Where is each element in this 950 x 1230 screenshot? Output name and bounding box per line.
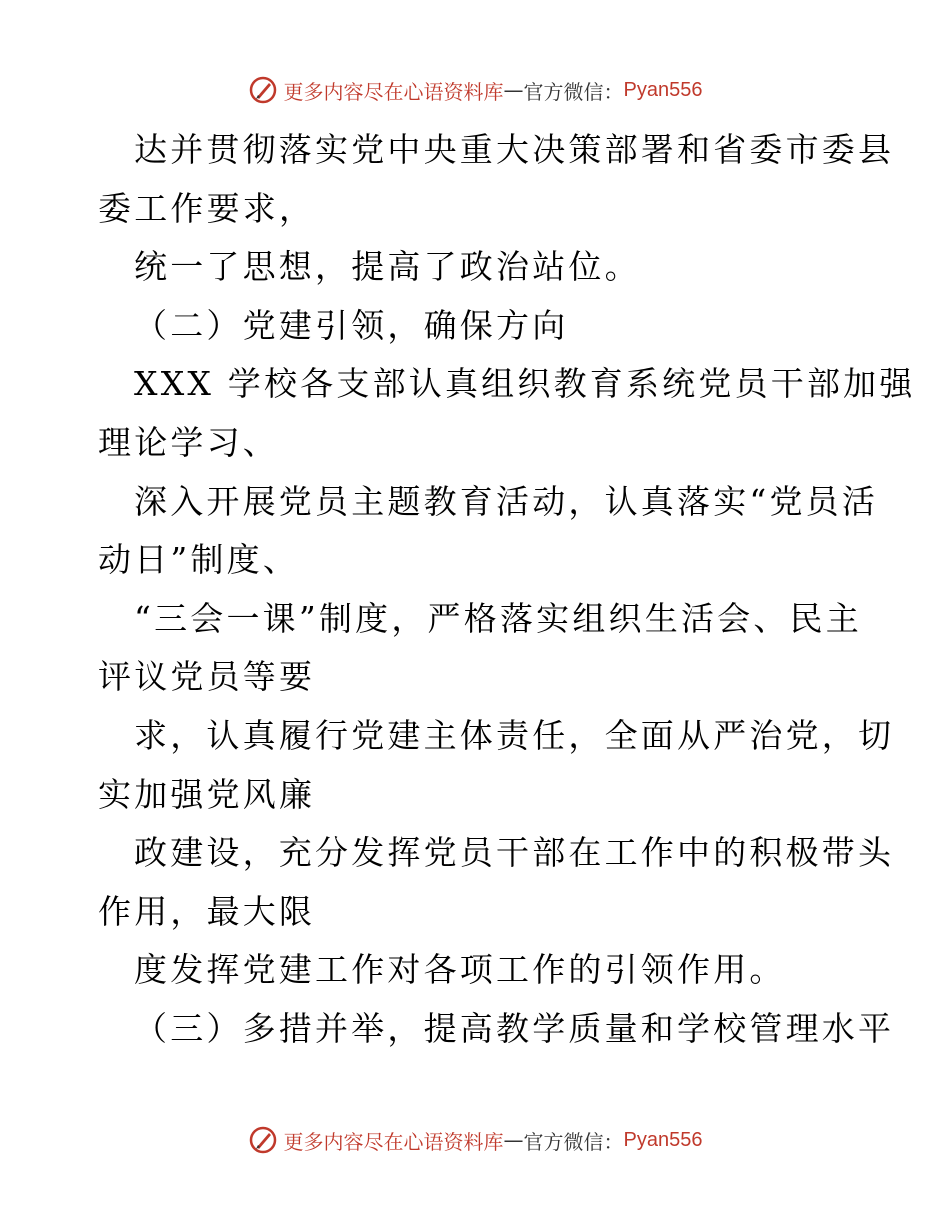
text-line: 评议党员等要 [98, 657, 316, 697]
text-line: “三会一课”制度，严格落实组织生活会、民主 [134, 598, 862, 638]
watermark-separator: — [503, 1128, 524, 1152]
watermark-wechat-label: 官方微信： [523, 79, 624, 104]
text-line: 作用，最大限 [98, 891, 316, 931]
watermark-wechat-id: Pyan556 [623, 78, 703, 101]
watermark-wechat-id: Pyan556 [623, 1128, 703, 1151]
watermark-separator: — [503, 78, 524, 102]
quill-logo-icon [248, 1125, 278, 1155]
text-line: 统一了思想，提高了政治站位。 [134, 247, 641, 287]
text-line: 达并贯彻落实党中央重大决策部署和省委市委县 [134, 130, 895, 169]
text-line: 实加强党风廉 [98, 774, 316, 814]
section-heading: （二）党建引领，确保方向 [134, 305, 569, 345]
text-line: 政建设，充分发挥党员干部在工作中的积极带头 [134, 833, 895, 873]
text-line: 求，认真履行党建主体责任，全面从严治党，切 [134, 715, 895, 755]
text-line: 委工作要求， [98, 188, 316, 228]
watermark-wechat-label: 官方微信： [523, 1129, 624, 1154]
quill-logo-icon [248, 75, 278, 105]
document-body [98, 121, 916, 1059]
header-watermark [0, 70, 950, 110]
footer-watermark [0, 1120, 950, 1160]
text-line: 动日”制度、 [98, 540, 300, 580]
watermark-site-name: 更多内容尽在心语资料库 [283, 1129, 504, 1154]
watermark-site-name: 更多内容尽在心语资料库 [283, 79, 504, 104]
section-heading: （三）多措并举，提高教学质量和学校管理水平 [134, 1008, 895, 1048]
text-line: 深入开展党员主题教育活动，认真落实“党员活 [134, 481, 879, 521]
text-line: 度发挥党建工作对各项工作的引领作用。 [134, 950, 786, 990]
text-line: 理论学习、 [98, 422, 279, 462]
text-line: XXX 学校各支部认真组织教育系统党员干部加强 [134, 364, 916, 404]
